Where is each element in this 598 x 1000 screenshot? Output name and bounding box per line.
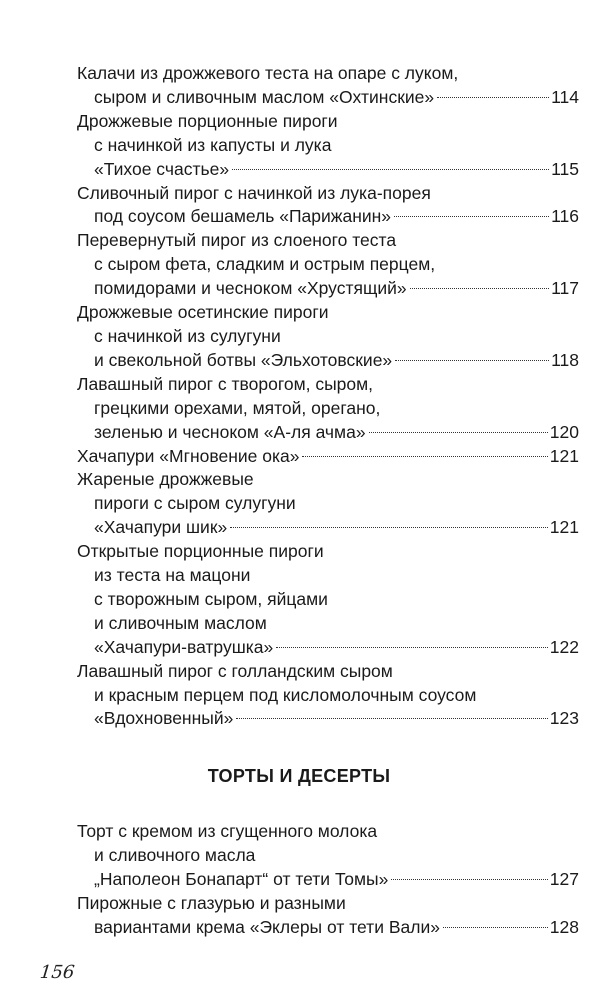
- toc-list-desserts: [77, 820, 579, 940]
- toc-entry-text: и свекольной ботвы «Эльхотовские»: [94, 349, 393, 370]
- toc-entry: [77, 820, 579, 892]
- toc-page-number: 128: [549, 916, 579, 937]
- toc-page-number: 121: [549, 517, 579, 538]
- toc-entry: [77, 892, 579, 940]
- toc-entry: [77, 660, 579, 732]
- dot-leader: [276, 647, 548, 648]
- toc-page-number: 116: [551, 206, 579, 227]
- toc-entry-text: Лавашный пирог с голландским сыром: [77, 660, 393, 681]
- toc-entry: [77, 301, 579, 373]
- toc-entry-text: сыром и сливочным маслом «Охтинские»: [94, 86, 435, 107]
- toc-entry: [77, 229, 579, 301]
- toc-entry-text: «Хачапури-ватрушка»: [94, 636, 274, 657]
- toc-entry-text: Дрожжевые порционные пироги: [77, 110, 338, 131]
- toc-page-number: 121: [549, 445, 579, 466]
- dot-leader: [391, 879, 547, 880]
- toc-entry-text: с творожным сыром, яйцами: [94, 588, 328, 609]
- toc-entry: [77, 540, 579, 660]
- toc-entry-text: Хачапури «Мгновение ока»: [77, 445, 300, 466]
- dot-leader: [369, 432, 548, 433]
- toc-entry-text: помидорами и чесноком «Хрустящий»: [94, 278, 407, 299]
- toc-entry: [77, 468, 579, 540]
- toc-entry-text: с начинкой из капусты и лука: [94, 134, 332, 155]
- toc-entry-text: и сливочным маслом: [94, 612, 267, 633]
- toc-entry-text: Сливочный пирог с начинкой из лука-порея: [77, 182, 431, 203]
- toc-entry-text: с начинкой из сулугуни: [94, 325, 281, 346]
- toc-entry: [77, 110, 579, 182]
- dot-leader: [437, 97, 549, 98]
- toc-entry-text: с сыром фета, сладким и острым перцем,: [94, 254, 436, 275]
- dot-leader: [410, 288, 549, 289]
- toc-page-number: 115: [551, 158, 579, 179]
- section-title: ТОРТЫ И ДЕСЕРТЫ: [207, 766, 391, 786]
- toc-entry-text: под соусом бешамель «Парижанин»: [94, 206, 392, 227]
- dot-leader: [394, 216, 549, 217]
- toc-entry-text: «Вдохновенный»: [94, 708, 234, 729]
- toc-page-number: 122: [549, 636, 579, 657]
- toc-entry-text: Пирожные с глазурью и разными: [77, 892, 346, 913]
- dot-leader: [230, 527, 548, 528]
- toc-entry-text: Дрожжевые осетинские пироги: [77, 302, 329, 323]
- toc-entry-text: „Наполеон Бонапарт“ от тети Томы»: [94, 868, 389, 889]
- toc-entry-text: Перевернутый пирог из слоеного теста: [77, 230, 397, 251]
- toc-page-number: 120: [549, 421, 579, 442]
- toc-page-number: 127: [549, 868, 579, 889]
- toc-page-number: 114: [551, 86, 579, 107]
- toc-entry-text: Калачи из дрожжевого теста на опаре с луком,: [77, 63, 459, 83]
- toc-entry-text: Торт с кремом из сгущенного молока: [77, 821, 378, 841]
- toc-entry: [77, 373, 579, 445]
- toc-entry-text: «Хачапури шик»: [94, 517, 228, 538]
- toc-entry-text: пироги с сыром сулугуни: [94, 493, 296, 514]
- toc-entry-text: из теста на мацони: [94, 565, 251, 586]
- dot-leader: [236, 718, 547, 719]
- dot-leader: [302, 456, 547, 457]
- dot-leader: [443, 927, 548, 928]
- toc-entry-text: Жареные дрожжевые: [77, 469, 254, 490]
- toc-entry: [77, 62, 579, 110]
- toc-page-number: 118: [551, 349, 579, 370]
- toc-entry-text: и сливочного масла: [94, 844, 256, 865]
- page-number: 156: [38, 962, 76, 983]
- toc-entry-text: грецкими орехами, мятой, орегано,: [94, 397, 381, 418]
- dot-leader: [232, 169, 549, 170]
- toc-entry-text: зеленью и чесноком «А-ля ачма»: [94, 421, 366, 442]
- toc-entry-text: «Тихое счастье»: [94, 158, 230, 179]
- toc-entry-text: и красным перцем под кисломолочным соусом: [94, 684, 477, 705]
- toc-page-number: 123: [549, 708, 579, 729]
- toc-entry: [77, 445, 579, 469]
- toc-entry-text: Лавашный пирог с творогом, сыром,: [77, 373, 374, 394]
- toc-entry: [77, 182, 579, 230]
- toc-entry-text: вариантами крема «Эклеры от тети Вали»: [94, 916, 440, 937]
- dot-leader: [395, 360, 549, 361]
- toc-list: [77, 62, 579, 731]
- toc-entry-text: Открытые порционные пироги: [77, 541, 324, 562]
- toc-page-number: 117: [551, 278, 579, 299]
